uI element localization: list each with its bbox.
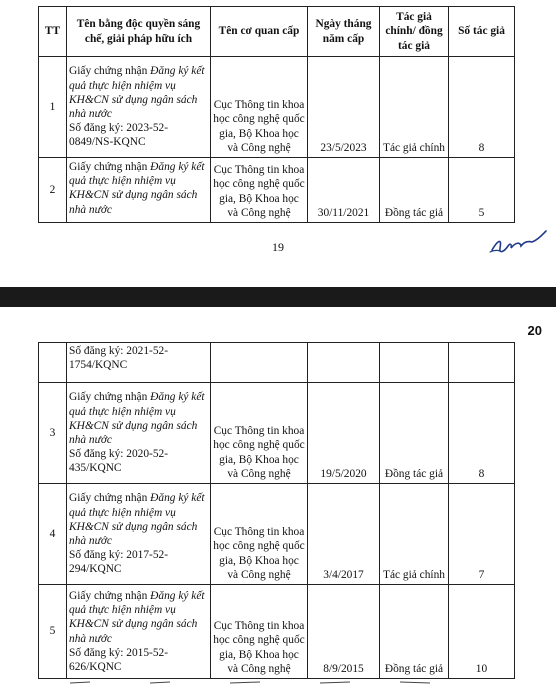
signature-icon xyxy=(488,228,548,258)
row-date: 30/11/2021 xyxy=(308,158,380,223)
reg-number: Số đăng ký: 2017-52-294/KQNC xyxy=(69,549,169,576)
header-tt: TT xyxy=(39,7,67,57)
reg-number: Số đăng ký: 2015-52-626/KQNC xyxy=(69,646,169,673)
row-org: Cục Thông tin khoa học công nghệ quốc gia, Bộ Khoa học và Công nghệ xyxy=(211,585,308,679)
row-role: Tác giả chính xyxy=(380,484,449,585)
page-number-20: 20 xyxy=(527,323,542,338)
cert-title: Đăng ký kết quả thực hiện nhiệm vụ KH&CN sử dụng ngân sách nhà nước xyxy=(69,492,205,547)
row-date: 19/5/2020 xyxy=(308,383,380,484)
table-row xyxy=(39,484,515,585)
header-org: Tên cơ quan cấp xyxy=(211,7,308,57)
reg-number: Số đăng ký: 2021-52-1754/KQNC xyxy=(67,343,211,383)
page-separator xyxy=(0,287,556,307)
page-19 xyxy=(0,0,556,287)
header-name: Tên bằng độc quyền sáng chế, giải pháp hữu ích xyxy=(67,7,211,57)
row-count: 7 xyxy=(449,484,515,585)
row-date: 23/5/2023 xyxy=(308,57,380,158)
cert-label: Giấy chứng nhận xyxy=(69,391,151,404)
table-row xyxy=(39,383,515,484)
cert-label: Giấy chứng nhận xyxy=(69,492,151,505)
row-org: Cục Thông tin khoa học công nghệ quốc gia, Bộ Khoa học và Công nghệ xyxy=(211,57,308,158)
row-name xyxy=(67,57,211,158)
patent-table-page-20 xyxy=(38,342,515,679)
header-role: Tác giả chính/ đồng tác giả xyxy=(380,7,449,57)
row-tt: 1 xyxy=(39,57,67,158)
row-count: 8 xyxy=(449,57,515,158)
row-name xyxy=(67,158,211,223)
table-row xyxy=(39,585,515,679)
cert-title: Đăng ký kết quả thực hiện nhiệm vụ KH&CN sử dụng ngân sách nhà nước xyxy=(69,391,205,446)
row-tt: 2 xyxy=(39,158,67,223)
row-role: Đồng tác giả xyxy=(380,585,449,679)
table-header-row xyxy=(39,7,515,57)
page-number-19: 19 xyxy=(272,240,284,254)
row-tt: 3 xyxy=(39,383,67,484)
cert-title: Đăng ký kết quả thực hiện nhiệm vụ KH&CN sử dụng ngân sách nhà nước xyxy=(69,161,205,216)
cert-title: Đăng ký kết quả thực hiện nhiệm vụ KH&CN sử dụng ngân sách nhà nước xyxy=(69,65,205,120)
row-role: Tác giả chính xyxy=(380,57,449,158)
page-20 xyxy=(0,307,556,685)
row-name xyxy=(67,585,211,679)
row-name xyxy=(67,383,211,484)
row-date: 8/9/2015 xyxy=(308,585,380,679)
row-count: 8 xyxy=(449,383,515,484)
row-org: Cục Thông tin khoa học công nghệ quốc gia, Bộ Khoa học và Công nghệ xyxy=(211,158,308,223)
row-org: Cục Thông tin khoa học công nghệ quốc gia, Bộ Khoa học và Công nghệ xyxy=(211,484,308,585)
row-role: Đồng tác giả xyxy=(380,383,449,484)
row-count: 10 xyxy=(449,585,515,679)
row-role: Đồng tác giả xyxy=(380,158,449,223)
header-count: Số tác giả xyxy=(449,7,515,57)
row-count: 5 xyxy=(449,158,515,223)
row-tt: 5 xyxy=(39,585,67,679)
table-row xyxy=(39,57,515,158)
table-row-continued xyxy=(39,343,515,383)
cert-label: Giấy chứng nhận xyxy=(69,161,151,173)
patent-table-page-19 xyxy=(38,6,515,223)
header-date: Ngày tháng năm cấp xyxy=(308,7,380,57)
row-tt: 4 xyxy=(39,484,67,585)
row-date: 3/4/2017 xyxy=(308,484,380,585)
table-row xyxy=(39,158,515,223)
cert-label: Giấy chứng nhận xyxy=(69,65,151,78)
row-org: Cục Thông tin khoa học công nghệ quốc gia, Bộ Khoa học và Công nghệ xyxy=(211,383,308,484)
reg-number: Số đăng ký: 2020-52-435/KQNC xyxy=(69,448,169,475)
cert-label: Giấy chứng nhận xyxy=(69,589,151,602)
reg-number: Số đăng ký: 2023-52-0849/NS-KQNC xyxy=(69,122,169,149)
scan-edge-marks xyxy=(60,679,500,685)
cert-title: Đăng ký kết quả thực hiện nhiệm vụ KH&CN sử dụng ngân sách nhà nước xyxy=(69,589,205,645)
row-name xyxy=(67,484,211,585)
